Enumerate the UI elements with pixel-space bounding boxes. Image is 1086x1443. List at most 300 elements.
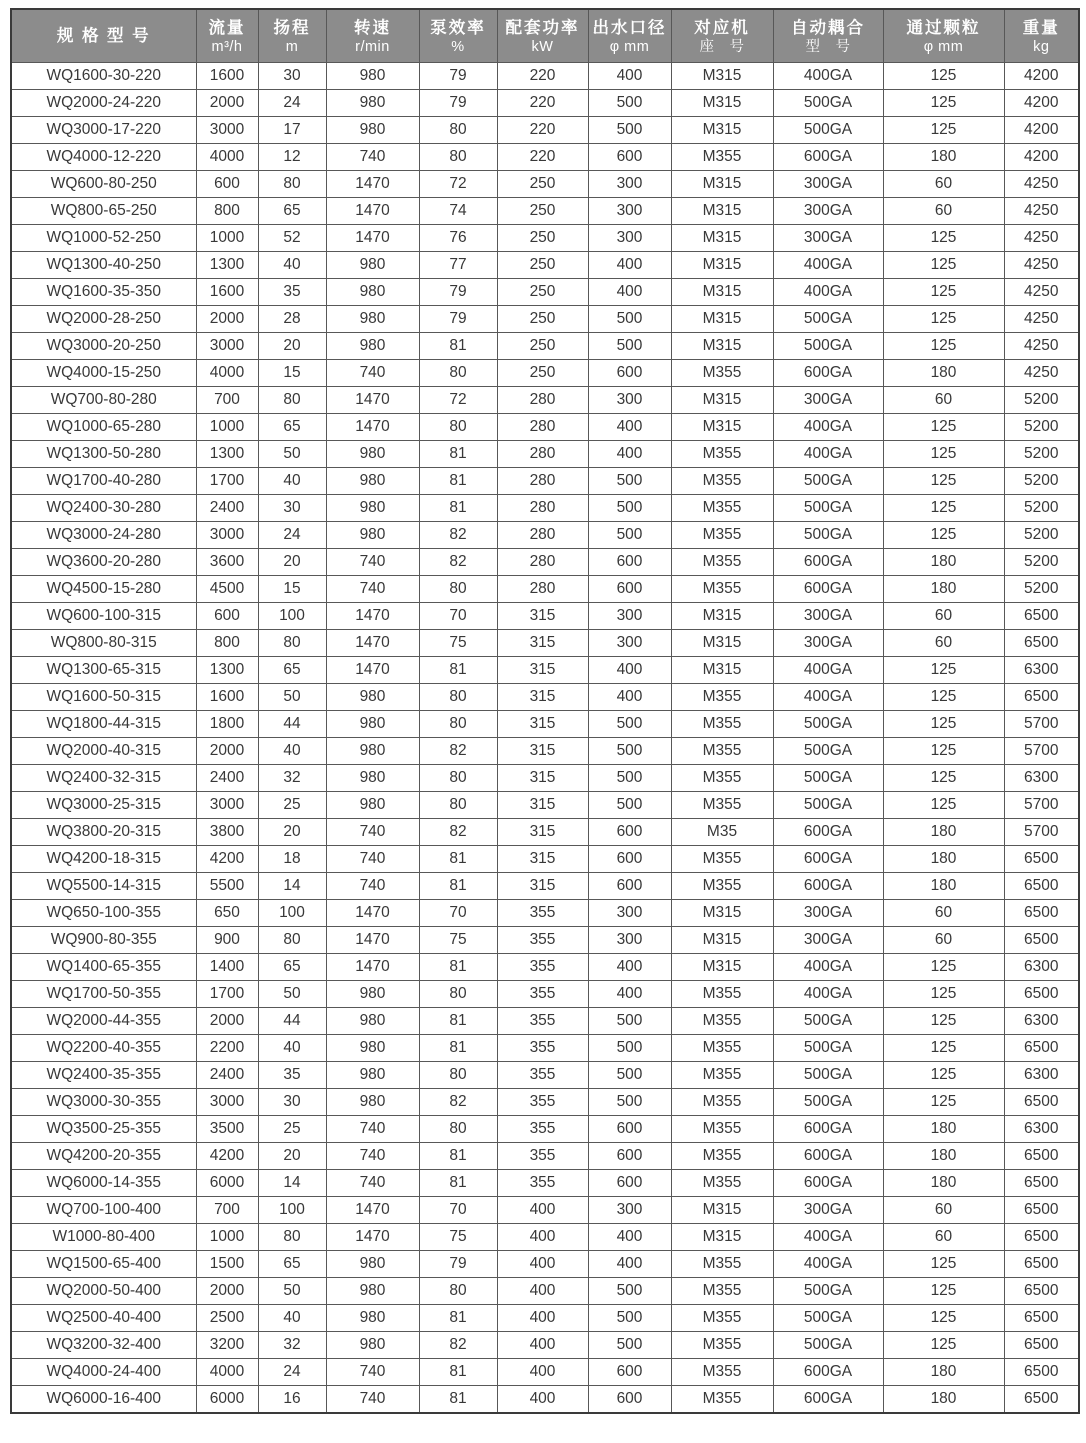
head-cell: 32 <box>258 1332 326 1359</box>
weight-cell: 6500 <box>1004 1089 1079 1116</box>
outlet-diameter-cell: 500 <box>588 738 671 765</box>
particle-cell: 125 <box>883 1035 1004 1062</box>
coupling-cell: 300GA <box>773 900 883 927</box>
column-header-unit: % <box>451 38 465 55</box>
model-cell: WQ1700-50-355 <box>11 981 196 1008</box>
flow-cell: 1300 <box>196 252 258 279</box>
coupling-cell: 500GA <box>773 522 883 549</box>
model-cell: WQ2400-30-280 <box>11 495 196 522</box>
head-cell: 52 <box>258 225 326 252</box>
model-cell: WQ4500-15-280 <box>11 576 196 603</box>
outlet-diameter-cell: 400 <box>588 657 671 684</box>
power-cell: 355 <box>497 1062 588 1089</box>
speed-cell: 980 <box>326 522 419 549</box>
power-cell: 315 <box>497 684 588 711</box>
flow-cell: 1300 <box>196 657 258 684</box>
frame-cell: M315 <box>671 198 773 225</box>
efficiency-cell: 80 <box>419 360 497 387</box>
particle-cell: 125 <box>883 792 1004 819</box>
outlet-diameter-cell: 500 <box>588 90 671 117</box>
power-cell: 400 <box>497 1251 588 1278</box>
weight-cell: 4200 <box>1004 63 1079 90</box>
column-header-unit: m³/h <box>211 38 243 55</box>
particle-cell: 125 <box>883 333 1004 360</box>
weight-cell: 4250 <box>1004 198 1079 225</box>
speed-cell: 980 <box>326 306 419 333</box>
speed-cell: 1470 <box>326 387 419 414</box>
table-row <box>11 198 1079 225</box>
outlet-diameter-cell: 400 <box>588 252 671 279</box>
model-cell: WQ2000-44-355 <box>11 1008 196 1035</box>
power-cell: 315 <box>497 711 588 738</box>
efficiency-cell: 82 <box>419 549 497 576</box>
head-cell: 50 <box>258 684 326 711</box>
particle-cell: 60 <box>883 171 1004 198</box>
column-header-label: 扬程 <box>273 18 311 37</box>
head-cell: 40 <box>258 252 326 279</box>
table-row <box>11 954 1079 981</box>
frame-cell: M315 <box>671 1197 773 1224</box>
frame-cell: M355 <box>671 873 773 900</box>
outlet-diameter-cell: 600 <box>588 1116 671 1143</box>
head-cell: 24 <box>258 90 326 117</box>
efficiency-cell: 82 <box>419 819 497 846</box>
outlet-diameter-cell: 300 <box>588 198 671 225</box>
flow-cell: 2500 <box>196 1305 258 1332</box>
outlet-diameter-cell: 300 <box>588 171 671 198</box>
table-row <box>11 144 1079 171</box>
power-cell: 315 <box>497 603 588 630</box>
particle-cell: 125 <box>883 225 1004 252</box>
frame-cell: M355 <box>671 738 773 765</box>
speed-cell: 980 <box>326 333 419 360</box>
flow-cell: 600 <box>196 603 258 630</box>
flow-cell: 1500 <box>196 1251 258 1278</box>
flow-cell: 1400 <box>196 954 258 981</box>
flow-cell: 3500 <box>196 1116 258 1143</box>
coupling-cell: 600GA <box>773 873 883 900</box>
model-cell: W1000-80-400 <box>11 1224 196 1251</box>
particle-cell: 180 <box>883 1170 1004 1197</box>
weight-cell: 5200 <box>1004 441 1079 468</box>
flow-cell: 3000 <box>196 333 258 360</box>
outlet-diameter-cell: 400 <box>588 63 671 90</box>
efficiency-cell: 80 <box>419 576 497 603</box>
table-row <box>11 333 1079 360</box>
efficiency-cell: 81 <box>419 1170 497 1197</box>
outlet-diameter-cell: 600 <box>588 360 671 387</box>
model-cell: WQ600-100-315 <box>11 603 196 630</box>
frame-cell: M355 <box>671 1332 773 1359</box>
speed-cell: 740 <box>326 1143 419 1170</box>
particle-cell: 125 <box>883 522 1004 549</box>
column-header <box>1004 9 1079 63</box>
coupling-cell: 600GA <box>773 819 883 846</box>
table-row <box>11 873 1079 900</box>
head-cell: 18 <box>258 846 326 873</box>
model-cell: WQ1000-52-250 <box>11 225 196 252</box>
table-row <box>11 1062 1079 1089</box>
frame-cell: M355 <box>671 495 773 522</box>
table-row <box>11 738 1079 765</box>
particle-cell: 125 <box>883 306 1004 333</box>
power-cell: 355 <box>497 1143 588 1170</box>
frame-cell: M315 <box>671 387 773 414</box>
efficiency-cell: 72 <box>419 171 497 198</box>
outlet-diameter-cell: 500 <box>588 1332 671 1359</box>
weight-cell: 5200 <box>1004 468 1079 495</box>
power-cell: 315 <box>497 819 588 846</box>
model-cell: WQ1000-65-280 <box>11 414 196 441</box>
column-header-label: 出水口径 <box>592 18 667 37</box>
frame-cell: M315 <box>671 630 773 657</box>
efficiency-cell: 81 <box>419 1305 497 1332</box>
frame-cell: M315 <box>671 306 773 333</box>
power-cell: 355 <box>497 1035 588 1062</box>
speed-cell: 740 <box>326 549 419 576</box>
table-row <box>11 495 1079 522</box>
table-row <box>11 1170 1079 1197</box>
frame-cell: M315 <box>671 117 773 144</box>
frame-cell: M355 <box>671 684 773 711</box>
power-cell: 400 <box>497 1386 588 1413</box>
outlet-diameter-cell: 500 <box>588 495 671 522</box>
efficiency-cell: 81 <box>419 846 497 873</box>
frame-cell: M355 <box>671 1305 773 1332</box>
column-header <box>196 9 258 63</box>
outlet-diameter-cell: 400 <box>588 981 671 1008</box>
head-cell: 30 <box>258 495 326 522</box>
frame-cell: M315 <box>671 171 773 198</box>
weight-cell: 5200 <box>1004 387 1079 414</box>
power-cell: 280 <box>497 468 588 495</box>
speed-cell: 980 <box>326 1332 419 1359</box>
weight-cell: 4250 <box>1004 306 1079 333</box>
power-cell: 220 <box>497 63 588 90</box>
particle-cell: 125 <box>883 684 1004 711</box>
efficiency-cell: 79 <box>419 63 497 90</box>
column-header-label: 配套功率 <box>505 18 580 37</box>
coupling-cell: 300GA <box>773 927 883 954</box>
coupling-cell: 600GA <box>773 549 883 576</box>
speed-cell: 1470 <box>326 630 419 657</box>
weight-cell: 5700 <box>1004 819 1079 846</box>
coupling-cell: 500GA <box>773 306 883 333</box>
particle-cell: 125 <box>883 279 1004 306</box>
head-cell: 44 <box>258 711 326 738</box>
table-row <box>11 1143 1079 1170</box>
flow-cell: 2000 <box>196 738 258 765</box>
weight-cell: 6500 <box>1004 1332 1079 1359</box>
outlet-diameter-cell: 400 <box>588 954 671 981</box>
efficiency-cell: 81 <box>419 441 497 468</box>
frame-cell: M355 <box>671 1035 773 1062</box>
power-cell: 280 <box>497 495 588 522</box>
head-cell: 14 <box>258 1170 326 1197</box>
power-cell: 280 <box>497 522 588 549</box>
table-row <box>11 63 1079 90</box>
model-cell: WQ3000-30-355 <box>11 1089 196 1116</box>
outlet-diameter-cell: 300 <box>588 900 671 927</box>
outlet-diameter-cell: 300 <box>588 387 671 414</box>
head-cell: 100 <box>258 900 326 927</box>
table-row <box>11 279 1079 306</box>
power-cell: 400 <box>497 1359 588 1386</box>
coupling-cell: 600GA <box>773 144 883 171</box>
particle-cell: 180 <box>883 1386 1004 1413</box>
weight-cell: 6300 <box>1004 657 1079 684</box>
speed-cell: 980 <box>326 1089 419 1116</box>
column-header-unit: 型 号 <box>805 38 851 55</box>
particle-cell: 125 <box>883 981 1004 1008</box>
coupling-cell: 500GA <box>773 1008 883 1035</box>
flow-cell: 4500 <box>196 576 258 603</box>
coupling-cell: 500GA <box>773 1062 883 1089</box>
speed-cell: 740 <box>326 819 419 846</box>
speed-cell: 980 <box>326 684 419 711</box>
outlet-diameter-cell: 500 <box>588 1035 671 1062</box>
column-header-label: 流量 <box>208 18 246 37</box>
head-cell: 25 <box>258 1116 326 1143</box>
flow-cell: 3200 <box>196 1332 258 1359</box>
table-row <box>11 711 1079 738</box>
flow-cell: 5500 <box>196 873 258 900</box>
flow-cell: 800 <box>196 630 258 657</box>
model-cell: WQ2000-24-220 <box>11 90 196 117</box>
table-row <box>11 1251 1079 1278</box>
head-cell: 40 <box>258 1035 326 1062</box>
speed-cell: 1470 <box>326 414 419 441</box>
outlet-diameter-cell: 300 <box>588 927 671 954</box>
frame-cell: M355 <box>671 1008 773 1035</box>
column-header-label: 规 格 型 号 <box>56 26 151 45</box>
model-cell: WQ1600-35-350 <box>11 279 196 306</box>
table-row <box>11 1035 1079 1062</box>
power-cell: 400 <box>497 1197 588 1224</box>
table-row <box>11 1197 1079 1224</box>
model-cell: WQ3200-32-400 <box>11 1332 196 1359</box>
weight-cell: 6500 <box>1004 1305 1079 1332</box>
frame-cell: M355 <box>671 144 773 171</box>
speed-cell: 740 <box>326 1116 419 1143</box>
weight-cell: 6500 <box>1004 873 1079 900</box>
power-cell: 400 <box>497 1305 588 1332</box>
column-header-unit: φ mm <box>923 38 964 55</box>
frame-cell: M315 <box>671 333 773 360</box>
weight-cell: 4250 <box>1004 225 1079 252</box>
flow-cell: 2400 <box>196 765 258 792</box>
head-cell: 100 <box>258 1197 326 1224</box>
model-cell: WQ3000-25-315 <box>11 792 196 819</box>
frame-cell: M355 <box>671 468 773 495</box>
power-cell: 355 <box>497 1170 588 1197</box>
particle-cell: 60 <box>883 1197 1004 1224</box>
efficiency-cell: 76 <box>419 225 497 252</box>
coupling-cell: 600GA <box>773 1386 883 1413</box>
coupling-cell: 400GA <box>773 954 883 981</box>
efficiency-cell: 72 <box>419 387 497 414</box>
model-cell: WQ1300-65-315 <box>11 657 196 684</box>
frame-cell: M315 <box>671 603 773 630</box>
power-cell: 315 <box>497 657 588 684</box>
model-cell: WQ2400-35-355 <box>11 1062 196 1089</box>
outlet-diameter-cell: 400 <box>588 1251 671 1278</box>
outlet-diameter-cell: 500 <box>588 468 671 495</box>
efficiency-cell: 81 <box>419 657 497 684</box>
outlet-diameter-cell: 300 <box>588 630 671 657</box>
frame-cell: M355 <box>671 1143 773 1170</box>
model-cell: WQ6000-16-400 <box>11 1386 196 1413</box>
weight-cell: 6300 <box>1004 1008 1079 1035</box>
outlet-diameter-cell: 400 <box>588 414 671 441</box>
outlet-diameter-cell: 600 <box>588 1359 671 1386</box>
particle-cell: 125 <box>883 1008 1004 1035</box>
frame-cell: M315 <box>671 414 773 441</box>
coupling-cell: 300GA <box>773 1197 883 1224</box>
speed-cell: 740 <box>326 873 419 900</box>
head-cell: 24 <box>258 522 326 549</box>
efficiency-cell: 77 <box>419 252 497 279</box>
weight-cell: 6500 <box>1004 846 1079 873</box>
table-body <box>11 63 1079 1413</box>
column-header-unit: φ mm <box>609 38 650 55</box>
speed-cell: 980 <box>326 1062 419 1089</box>
efficiency-cell: 81 <box>419 333 497 360</box>
weight-cell: 4250 <box>1004 360 1079 387</box>
particle-cell: 60 <box>883 387 1004 414</box>
model-cell: WQ4000-15-250 <box>11 360 196 387</box>
power-cell: 220 <box>497 144 588 171</box>
efficiency-cell: 81 <box>419 1143 497 1170</box>
particle-cell: 125 <box>883 468 1004 495</box>
outlet-diameter-cell: 500 <box>588 306 671 333</box>
particle-cell: 125 <box>883 441 1004 468</box>
flow-cell: 4000 <box>196 360 258 387</box>
table-row <box>11 549 1079 576</box>
table-row <box>11 684 1079 711</box>
flow-cell: 4000 <box>196 144 258 171</box>
column-header <box>773 9 883 63</box>
flow-cell: 4000 <box>196 1359 258 1386</box>
speed-cell: 980 <box>326 1035 419 1062</box>
frame-cell: M355 <box>671 549 773 576</box>
table-row <box>11 171 1079 198</box>
weight-cell: 6500 <box>1004 1251 1079 1278</box>
frame-cell: M355 <box>671 1062 773 1089</box>
efficiency-cell: 82 <box>419 522 497 549</box>
efficiency-cell: 75 <box>419 1224 497 1251</box>
head-cell: 14 <box>258 873 326 900</box>
efficiency-cell: 80 <box>419 1278 497 1305</box>
speed-cell: 980 <box>326 981 419 1008</box>
head-cell: 40 <box>258 1305 326 1332</box>
coupling-cell: 300GA <box>773 171 883 198</box>
efficiency-cell: 80 <box>419 981 497 1008</box>
coupling-cell: 400GA <box>773 441 883 468</box>
head-cell: 20 <box>258 333 326 360</box>
coupling-cell: 500GA <box>773 711 883 738</box>
coupling-cell: 500GA <box>773 333 883 360</box>
column-header <box>588 9 671 63</box>
efficiency-cell: 70 <box>419 603 497 630</box>
head-cell: 65 <box>258 1251 326 1278</box>
table-row <box>11 765 1079 792</box>
particle-cell: 60 <box>883 927 1004 954</box>
frame-cell: M355 <box>671 1251 773 1278</box>
head-cell: 80 <box>258 1224 326 1251</box>
flow-cell: 1000 <box>196 414 258 441</box>
model-cell: WQ2000-40-315 <box>11 738 196 765</box>
model-cell: WQ3800-20-315 <box>11 819 196 846</box>
efficiency-cell: 81 <box>419 1359 497 1386</box>
table-row <box>11 387 1079 414</box>
efficiency-cell: 82 <box>419 1089 497 1116</box>
model-cell: WQ2000-50-400 <box>11 1278 196 1305</box>
coupling-cell: 400GA <box>773 63 883 90</box>
efficiency-cell: 81 <box>419 954 497 981</box>
frame-cell: M315 <box>671 927 773 954</box>
speed-cell: 980 <box>326 495 419 522</box>
table-row <box>11 1008 1079 1035</box>
speed-cell: 980 <box>326 738 419 765</box>
weight-cell: 6500 <box>1004 1278 1079 1305</box>
weight-cell: 4250 <box>1004 333 1079 360</box>
flow-cell: 1300 <box>196 441 258 468</box>
power-cell: 400 <box>497 1332 588 1359</box>
efficiency-cell: 80 <box>419 684 497 711</box>
power-cell: 280 <box>497 414 588 441</box>
speed-cell: 740 <box>326 576 419 603</box>
frame-cell: M35 <box>671 819 773 846</box>
speed-cell: 980 <box>326 279 419 306</box>
head-cell: 50 <box>258 981 326 1008</box>
flow-cell: 1600 <box>196 279 258 306</box>
head-cell: 65 <box>258 198 326 225</box>
power-cell: 355 <box>497 927 588 954</box>
efficiency-cell: 80 <box>419 792 497 819</box>
weight-cell: 4250 <box>1004 252 1079 279</box>
weight-cell: 4200 <box>1004 90 1079 117</box>
head-cell: 80 <box>258 630 326 657</box>
model-cell: WQ1300-50-280 <box>11 441 196 468</box>
power-cell: 315 <box>497 792 588 819</box>
table-row <box>11 306 1079 333</box>
column-header <box>497 9 588 63</box>
model-cell: WQ2000-28-250 <box>11 306 196 333</box>
power-cell: 315 <box>497 846 588 873</box>
power-cell: 400 <box>497 1278 588 1305</box>
frame-cell: M315 <box>671 252 773 279</box>
particle-cell: 125 <box>883 117 1004 144</box>
flow-cell: 2000 <box>196 306 258 333</box>
head-cell: 50 <box>258 1278 326 1305</box>
weight-cell: 4250 <box>1004 279 1079 306</box>
power-cell: 250 <box>497 333 588 360</box>
column-header-label: 转速 <box>354 18 391 37</box>
frame-cell: M355 <box>671 1359 773 1386</box>
efficiency-cell: 79 <box>419 279 497 306</box>
particle-cell: 125 <box>883 738 1004 765</box>
frame-cell: M355 <box>671 1278 773 1305</box>
outlet-diameter-cell: 400 <box>588 1224 671 1251</box>
power-cell: 315 <box>497 873 588 900</box>
outlet-diameter-cell: 400 <box>588 279 671 306</box>
column-header-label: 通过颗粒 <box>906 18 981 37</box>
speed-cell: 1470 <box>326 657 419 684</box>
model-cell: WQ800-80-315 <box>11 630 196 657</box>
model-cell: WQ3000-17-220 <box>11 117 196 144</box>
frame-cell: M355 <box>671 981 773 1008</box>
